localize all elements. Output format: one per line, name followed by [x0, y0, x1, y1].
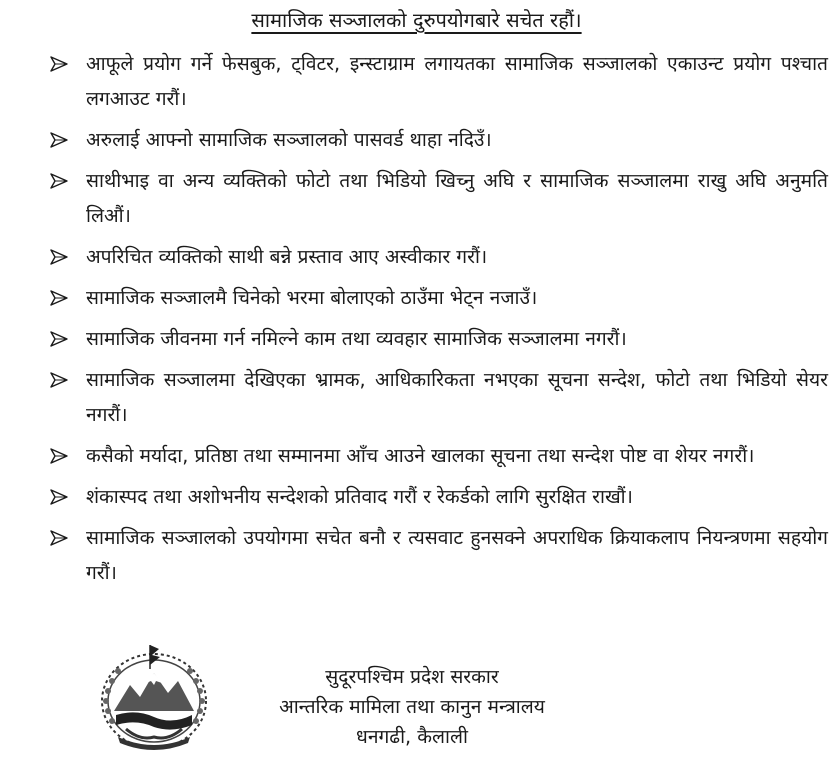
list-item [48, 280, 828, 315]
list-item [48, 239, 828, 274]
list-item [48, 46, 828, 116]
arrow-bullet-icon [50, 122, 70, 157]
notice-title-text: सामाजिक सञ्जालको दुरुपयोगबारे सचेत रहौं। [251, 8, 582, 32]
list-item-text: कसैको मर्यादा, प्रतिष्ठा तथा सम्मानमा आँच आउने खालका सूचना तथा सन्देश पोष्ट वा शेयर नगरौं। [86, 444, 755, 467]
office-government: सुदूरपश्चिम प्रदेश सरकार [325, 665, 499, 688]
list-item [48, 438, 828, 473]
list-item-text: अरुलाई आफ्नो सामाजिक सञ्जालको पासवर्ड थाहा नदिउँ। [86, 128, 492, 151]
arrow-bullet-icon [50, 520, 70, 555]
list-item [48, 362, 828, 432]
arrow-bullet-icon [50, 280, 70, 315]
office-location: धनगढी, कैलाली [356, 725, 468, 748]
arrow-bullet-icon [50, 479, 70, 514]
list-item [48, 321, 828, 356]
list-item-text: सामाजिक जीवनमा गर्न नमिल्ने काम तथा व्यवहार सामाजिक सञ्जालमा नगरौं। [86, 327, 627, 350]
list-item-text: सामाजिक सञ्जालको उपयोगमा सचेत बनौ र त्यसवाट हुनसक्ने अपराधिक क्रियाकलाप नियन्त्रणमा सहयोग गरौं। [86, 526, 828, 584]
list-item-text: आफूले प्रयोग गर्ने फेसबुक, ट्विटर, इन्स्टाग्राम लगायतका सामाजिक सञ्जालको एकाउन्ट प्रयोग पश्चात लगआउट गरौं। [86, 52, 828, 110]
list-item-text: सामाजिक सञ्जालमै चिनेको भरमा बोलाएको ठाउँमा भेट्न नजाउँ। [86, 286, 538, 309]
list-item [48, 122, 828, 157]
arrow-bullet-icon [50, 438, 70, 473]
notice-title [0, 6, 833, 34]
government-emblem-icon [96, 641, 212, 753]
list-item [48, 479, 828, 514]
list-item [48, 163, 828, 233]
advice-list [48, 46, 828, 596]
arrow-bullet-icon [50, 239, 70, 274]
issuing-office [232, 662, 592, 752]
list-item-text: शंकास्पद तथा अशोभनीय सन्देशको प्रतिवाद गरौं र रेकर्डको लागि सुरक्षित राखौं। [86, 485, 633, 508]
arrow-bullet-icon [50, 362, 70, 397]
arrow-bullet-icon [50, 321, 70, 356]
list-item-text: अपरिचित व्यक्तिको साथी बन्ने प्रस्ताव आए अस्वीकार गरौं। [86, 245, 488, 268]
list-item [48, 520, 828, 590]
arrow-bullet-icon [50, 163, 70, 198]
office-ministry: आन्तरिक मामिला तथा कानुन मन्त्रालय [279, 695, 545, 718]
arrow-bullet-icon [50, 46, 70, 81]
list-item-text: साथीभाइ वा अन्य व्यक्तिको फोटो तथा भिडियो खिच्नु अघि र सामाजिक सञ्जालमा राखु अघि अनुमति लिऔं। [86, 169, 828, 227]
list-item-text: सामाजिक सञ्जालमा देखिएका भ्रामक, आधिकारिकता नभएका सूचना सन्देश, फोटो तथा भिडियो सेयर नगरौं। [86, 368, 828, 426]
